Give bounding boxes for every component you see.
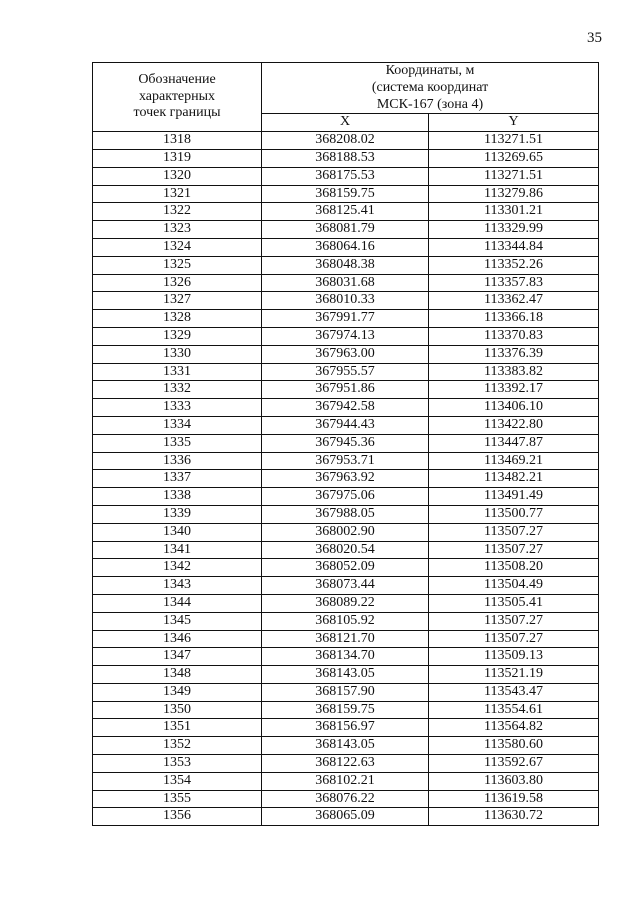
x-coordinate-cell: 368157.90 bbox=[262, 683, 429, 701]
point-id-cell: 1334 bbox=[93, 416, 262, 434]
x-coordinate-cell: 368143.05 bbox=[262, 737, 429, 755]
x-coordinate-cell: 368002.90 bbox=[262, 523, 429, 541]
table-header bbox=[93, 63, 599, 132]
point-id-cell: 1318 bbox=[93, 132, 262, 150]
point-id-cell: 1340 bbox=[93, 523, 262, 541]
point-id-cell: 1327 bbox=[93, 292, 262, 310]
table-row bbox=[93, 381, 599, 399]
x-coordinate-cell: 368122.63 bbox=[262, 755, 429, 773]
x-coordinate-cell: 368159.75 bbox=[262, 185, 429, 203]
table-row bbox=[93, 434, 599, 452]
table-row bbox=[93, 185, 599, 203]
point-id-cell: 1350 bbox=[93, 701, 262, 719]
point-id-cell: 1319 bbox=[93, 149, 262, 167]
table-body bbox=[93, 132, 599, 826]
table-row bbox=[93, 452, 599, 470]
x-coordinate-cell: 368188.53 bbox=[262, 149, 429, 167]
y-coordinate-cell: 113509.13 bbox=[429, 648, 599, 666]
y-coordinate-cell: 113329.99 bbox=[429, 221, 599, 239]
point-id-cell: 1341 bbox=[93, 541, 262, 559]
table-row bbox=[93, 630, 599, 648]
table-row bbox=[93, 755, 599, 773]
table-row bbox=[93, 808, 599, 826]
x-coordinate-cell: 367951.86 bbox=[262, 381, 429, 399]
table-row bbox=[93, 648, 599, 666]
x-coordinate-cell: 368064.16 bbox=[262, 238, 429, 256]
page-number: 35 bbox=[587, 30, 602, 46]
x-coordinate-cell: 368031.68 bbox=[262, 274, 429, 292]
header-coords-line: МСК-167 (зона 4) bbox=[376, 96, 484, 112]
table-row bbox=[93, 292, 599, 310]
point-id-cell: 1326 bbox=[93, 274, 262, 292]
table-row bbox=[93, 683, 599, 701]
point-id-cell: 1355 bbox=[93, 790, 262, 808]
point-id-cell: 1322 bbox=[93, 203, 262, 221]
point-id-cell: 1328 bbox=[93, 310, 262, 328]
point-id-cell: 1337 bbox=[93, 470, 262, 488]
table-row bbox=[93, 541, 599, 559]
coordinates-header bbox=[262, 63, 599, 114]
table-row bbox=[93, 203, 599, 221]
header-coords-line: Координаты, м bbox=[385, 63, 475, 78]
x-coordinate-cell: 368208.02 bbox=[262, 132, 429, 150]
x-coordinate-cell: 367945.36 bbox=[262, 434, 429, 452]
x-coordinate-cell: 368076.22 bbox=[262, 790, 429, 808]
table-row bbox=[93, 470, 599, 488]
y-coordinate-cell: 113491.49 bbox=[429, 488, 599, 506]
table-row bbox=[93, 790, 599, 808]
x-coordinate-cell: 368020.54 bbox=[262, 541, 429, 559]
y-coordinate-cell: 113447.87 bbox=[429, 434, 599, 452]
table-row bbox=[93, 594, 599, 612]
y-coordinate-cell: 113352.26 bbox=[429, 256, 599, 274]
y-coordinate-cell: 113422.80 bbox=[429, 416, 599, 434]
x-coordinate-cell: 368048.38 bbox=[262, 256, 429, 274]
point-id-cell: 1343 bbox=[93, 577, 262, 595]
point-id-cell: 1333 bbox=[93, 399, 262, 417]
point-id-cell: 1354 bbox=[93, 772, 262, 790]
y-coordinate-cell: 113366.18 bbox=[429, 310, 599, 328]
point-id-cell: 1353 bbox=[93, 755, 262, 773]
y-coordinate-cell: 113500.77 bbox=[429, 505, 599, 523]
point-id-cell: 1351 bbox=[93, 719, 262, 737]
x-coordinate-cell: 368105.92 bbox=[262, 612, 429, 630]
y-coordinate-cell: 113362.47 bbox=[429, 292, 599, 310]
table-row bbox=[93, 274, 599, 292]
x-coordinate-cell: 367991.77 bbox=[262, 310, 429, 328]
coordinates-table bbox=[92, 62, 599, 826]
x-coordinate-cell: 368052.09 bbox=[262, 559, 429, 577]
x-coordinate-cell: 368121.70 bbox=[262, 630, 429, 648]
y-coordinate-cell: 113271.51 bbox=[429, 132, 599, 150]
y-coordinate-cell: 113507.27 bbox=[429, 541, 599, 559]
y-coordinate-cell: 113370.83 bbox=[429, 327, 599, 345]
point-id-cell: 1347 bbox=[93, 648, 262, 666]
y-coordinate-cell: 113406.10 bbox=[429, 399, 599, 417]
x-coordinate-cell: 368089.22 bbox=[262, 594, 429, 612]
x-coordinate-cell: 367953.71 bbox=[262, 452, 429, 470]
y-coordinate-cell: 113344.84 bbox=[429, 238, 599, 256]
x-coordinate-cell: 368125.41 bbox=[262, 203, 429, 221]
x-coordinate-cell: 368156.97 bbox=[262, 719, 429, 737]
table-row bbox=[93, 772, 599, 790]
y-coordinate-cell: 113301.21 bbox=[429, 203, 599, 221]
table-row bbox=[93, 363, 599, 381]
point-id-cell: 1332 bbox=[93, 381, 262, 399]
point-designation-header bbox=[93, 63, 262, 132]
y-coordinate-cell: 113630.72 bbox=[429, 808, 599, 826]
table-row bbox=[93, 399, 599, 417]
y-coordinate-cell: 113580.60 bbox=[429, 737, 599, 755]
table-row bbox=[93, 149, 599, 167]
point-id-cell: 1352 bbox=[93, 737, 262, 755]
x-coordinate-cell: 367955.57 bbox=[262, 363, 429, 381]
x-coordinate-cell: 367975.06 bbox=[262, 488, 429, 506]
y-coordinate-cell: 113376.39 bbox=[429, 345, 599, 363]
point-id-cell: 1356 bbox=[93, 808, 262, 826]
point-id-cell: 1344 bbox=[93, 594, 262, 612]
x-coordinate-cell: 367963.92 bbox=[262, 470, 429, 488]
y-coordinate-cell: 113392.17 bbox=[429, 381, 599, 399]
point-id-cell: 1345 bbox=[93, 612, 262, 630]
y-coordinate-cell: 113505.41 bbox=[429, 594, 599, 612]
table-row bbox=[93, 238, 599, 256]
x-coordinate-cell: 368143.05 bbox=[262, 666, 429, 684]
point-id-cell: 1349 bbox=[93, 683, 262, 701]
y-coordinate-cell: 113383.82 bbox=[429, 363, 599, 381]
table-row bbox=[93, 327, 599, 345]
x-coordinate-cell: 367974.13 bbox=[262, 327, 429, 345]
table-row bbox=[93, 719, 599, 737]
y-coordinate-cell: 113592.67 bbox=[429, 755, 599, 773]
table-row bbox=[93, 505, 599, 523]
y-column-header: Y bbox=[429, 114, 599, 132]
y-coordinate-cell: 113543.47 bbox=[429, 683, 599, 701]
header-point-line: точек границы bbox=[133, 105, 221, 121]
y-coordinate-cell: 113619.58 bbox=[429, 790, 599, 808]
header-point-line: Обозначение bbox=[138, 71, 216, 87]
header-coords-line: (система координат bbox=[371, 79, 489, 95]
point-id-cell: 1331 bbox=[93, 363, 262, 381]
y-coordinate-cell: 113357.83 bbox=[429, 274, 599, 292]
x-coordinate-cell: 368073.44 bbox=[262, 577, 429, 595]
x-coordinate-cell: 368159.75 bbox=[262, 701, 429, 719]
y-coordinate-cell: 113269.65 bbox=[429, 149, 599, 167]
x-coordinate-cell: 368102.21 bbox=[262, 772, 429, 790]
point-id-cell: 1329 bbox=[93, 327, 262, 345]
table-row bbox=[93, 256, 599, 274]
point-id-cell: 1338 bbox=[93, 488, 262, 506]
table-row bbox=[93, 345, 599, 363]
table-row bbox=[93, 132, 599, 150]
table-row bbox=[93, 221, 599, 239]
table-row bbox=[93, 488, 599, 506]
table-row bbox=[93, 167, 599, 185]
x-coordinate-cell: 367963.00 bbox=[262, 345, 429, 363]
x-column-header: X bbox=[262, 114, 429, 132]
table-row bbox=[93, 577, 599, 595]
point-id-cell: 1348 bbox=[93, 666, 262, 684]
point-id-cell: 1325 bbox=[93, 256, 262, 274]
y-coordinate-cell: 113482.21 bbox=[429, 470, 599, 488]
y-coordinate-cell: 113603.80 bbox=[429, 772, 599, 790]
point-id-cell: 1321 bbox=[93, 185, 262, 203]
point-id-cell: 1335 bbox=[93, 434, 262, 452]
y-coordinate-cell: 113279.86 bbox=[429, 185, 599, 203]
y-coordinate-cell: 113507.27 bbox=[429, 523, 599, 541]
y-coordinate-cell: 113564.82 bbox=[429, 719, 599, 737]
table-row bbox=[93, 416, 599, 434]
point-id-cell: 1323 bbox=[93, 221, 262, 239]
table-row bbox=[93, 666, 599, 684]
x-coordinate-cell: 368065.09 bbox=[262, 808, 429, 826]
y-coordinate-cell: 113507.27 bbox=[429, 612, 599, 630]
x-coordinate-cell: 368081.79 bbox=[262, 221, 429, 239]
x-coordinate-cell: 367942.58 bbox=[262, 399, 429, 417]
x-coordinate-cell: 367944.43 bbox=[262, 416, 429, 434]
y-coordinate-cell: 113521.19 bbox=[429, 666, 599, 684]
y-coordinate-cell: 113554.61 bbox=[429, 701, 599, 719]
x-coordinate-cell: 367988.05 bbox=[262, 505, 429, 523]
header-point-line: характерных bbox=[138, 88, 216, 104]
point-id-cell: 1339 bbox=[93, 505, 262, 523]
point-id-cell: 1336 bbox=[93, 452, 262, 470]
x-coordinate-cell: 368134.70 bbox=[262, 648, 429, 666]
point-id-cell: 1346 bbox=[93, 630, 262, 648]
table-row bbox=[93, 701, 599, 719]
y-coordinate-cell: 113508.20 bbox=[429, 559, 599, 577]
table-row bbox=[93, 612, 599, 630]
y-coordinate-cell: 113507.27 bbox=[429, 630, 599, 648]
x-coordinate-cell: 368010.33 bbox=[262, 292, 429, 310]
table-row bbox=[93, 310, 599, 328]
point-id-cell: 1342 bbox=[93, 559, 262, 577]
table-row bbox=[93, 559, 599, 577]
y-coordinate-cell: 113504.49 bbox=[429, 577, 599, 595]
table-row bbox=[93, 523, 599, 541]
point-id-cell: 1324 bbox=[93, 238, 262, 256]
point-id-cell: 1320 bbox=[93, 167, 262, 185]
x-coordinate-cell: 368175.53 bbox=[262, 167, 429, 185]
y-coordinate-cell: 113469.21 bbox=[429, 452, 599, 470]
point-id-cell: 1330 bbox=[93, 345, 262, 363]
y-coordinate-cell: 113271.51 bbox=[429, 167, 599, 185]
table-row bbox=[93, 737, 599, 755]
